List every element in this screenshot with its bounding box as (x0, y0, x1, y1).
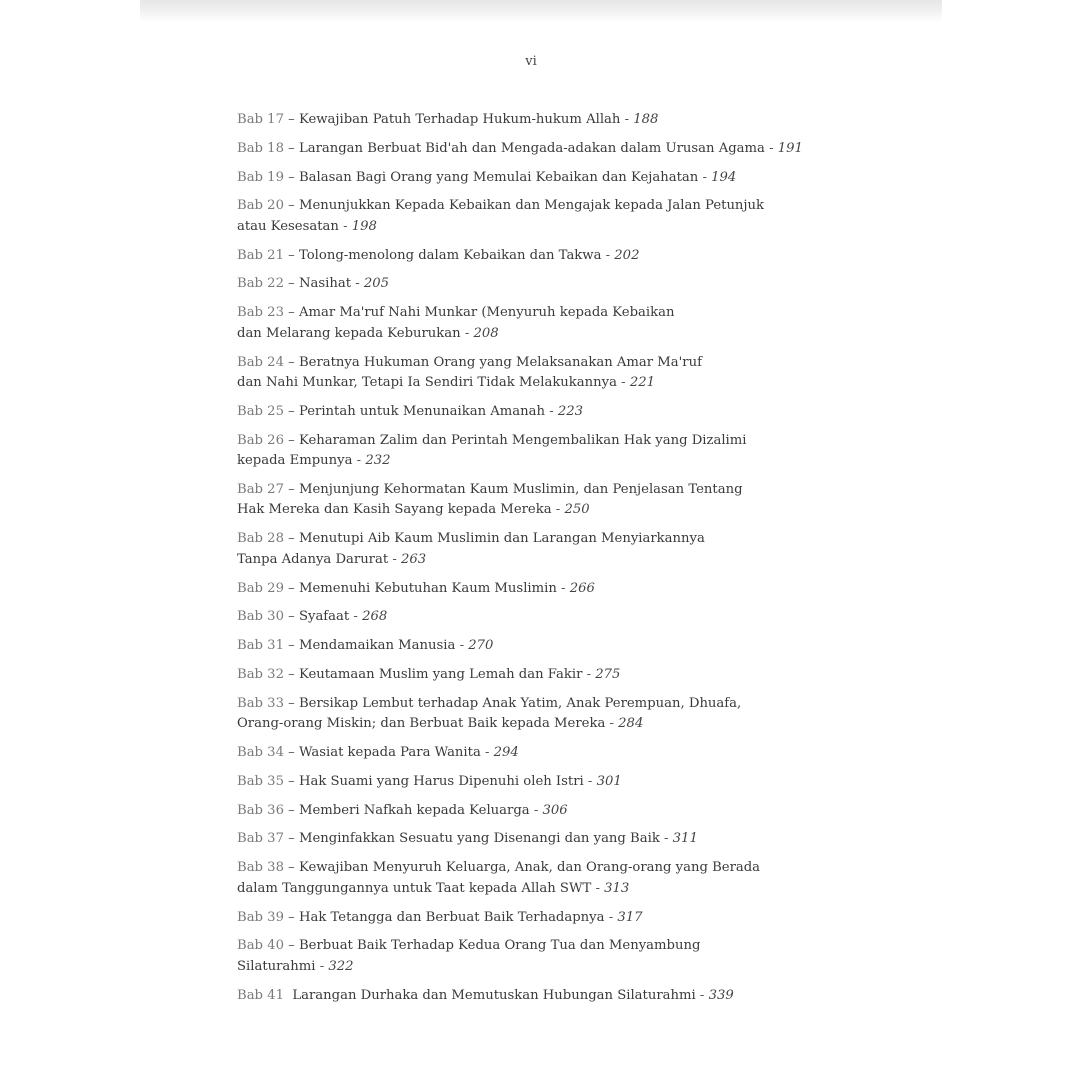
toc-entry-line (237, 480, 837, 501)
chapter-title: Tolong-menolong dalam Kebaikan dan Takwa (298, 247, 602, 263)
toc-entry-line (237, 217, 837, 238)
chapter-title: Tanpa Adanya Darurat (237, 551, 389, 567)
toc-entry (237, 579, 837, 600)
chapter-separator: – (283, 140, 299, 156)
page-separator: - (698, 169, 712, 185)
toc-entry-line (237, 772, 837, 793)
toc-entry-line (237, 908, 837, 929)
chapter-number: Bab 28 (237, 531, 284, 547)
toc-entry-line (237, 636, 837, 657)
page-separator: - (605, 716, 619, 732)
chapter-number: Bab 19 (237, 169, 284, 185)
chapter-number: Bab 25 (237, 403, 284, 419)
page-separator: - (659, 831, 673, 847)
toc-entry (237, 480, 837, 521)
chapter-title: Balasan Bagi Orang yang Memulai Kebaikan dan Kejahatan (298, 169, 699, 185)
page-reference: 198 (351, 218, 377, 234)
page-reference: 322 (328, 958, 354, 974)
chapter-title: Orang-orang Miskin; dan Berbuat Baik kepada Mereka (237, 716, 606, 732)
toc-entry-line (237, 936, 837, 957)
toc-entry (237, 353, 837, 394)
toc-entry (237, 110, 837, 131)
chapter-separator: – (283, 354, 299, 370)
chapter-separator: – (283, 531, 299, 547)
page-reference: 202 (614, 247, 640, 263)
toc-entry-line (237, 743, 837, 764)
chapter-separator: – (283, 403, 299, 419)
chapter-title: Mendamaikan Manusia (298, 638, 456, 654)
page-reference: 191 (777, 140, 803, 156)
chapter-separator: – (283, 909, 299, 925)
toc-entry (237, 529, 837, 570)
page-reference: 221 (629, 375, 655, 391)
page-separator: - (764, 140, 778, 156)
chapter-number: Bab 20 (237, 198, 284, 214)
page-separator: - (582, 666, 596, 682)
toc-entry-line (237, 353, 837, 374)
page-separator: - (591, 880, 605, 896)
toc-entry (237, 858, 837, 899)
toc-entry (237, 139, 837, 160)
chapter-separator: – (283, 695, 299, 711)
toc-entry-line (237, 303, 837, 324)
page-reference: 266 (569, 580, 595, 596)
toc-entry-line (237, 529, 837, 550)
chapter-separator: – (283, 580, 299, 596)
chapter-title: kepada Empunya (237, 453, 353, 469)
toc-entry-line (237, 402, 837, 423)
toc-entry-line (237, 550, 837, 571)
chapter-number: Bab 32 (237, 666, 284, 682)
toc-entry-line (237, 110, 837, 131)
chapter-separator: – (283, 666, 299, 682)
page-reference: 205 (363, 276, 390, 292)
toc-entry-line (237, 714, 837, 735)
toc-entry (237, 908, 837, 929)
page-separator: - (315, 958, 329, 974)
chapter-separator: – (283, 198, 299, 214)
chapter-title: Menjunjung Kehormatan Kaum Muslimin, dan Penjelasan Tentang (298, 481, 743, 497)
page-reference: 250 (564, 502, 590, 518)
toc-entry-line (237, 801, 837, 822)
page-separator: - (480, 745, 494, 761)
page-separator: - (338, 218, 352, 234)
page-separator: - (556, 580, 570, 596)
toc-entry-line (237, 986, 837, 1007)
chapter-number: Bab 30 (237, 609, 284, 625)
chapter-title: Memberi Nafkah kepada Keluarga (298, 802, 530, 818)
page-separator: - (604, 909, 618, 925)
page-separator: - (460, 325, 474, 341)
chapter-title: Perintah untuk Menunaikan Amanah (298, 403, 546, 419)
toc-entry (237, 431, 837, 472)
chapter-separator: – (283, 432, 299, 448)
chapter-separator: – (283, 860, 299, 876)
page-reference: 194 (711, 169, 737, 185)
chapter-number: Bab 31 (237, 638, 284, 654)
toc-entry-line (237, 694, 837, 715)
page-reference: 339 (708, 987, 734, 1003)
chapter-number: Bab 39 (237, 909, 284, 925)
page-reference: 270 (468, 638, 494, 654)
chapter-number: Bab 34 (237, 745, 284, 761)
chapter-separator: – (283, 831, 299, 847)
page-separator: - (551, 502, 565, 518)
toc-entry-line (237, 373, 837, 394)
chapter-separator: – (283, 481, 299, 497)
chapter-title: Hak Tetangga dan Berbuat Baik Terhadapnya (298, 909, 605, 925)
toc-entry-line (237, 324, 837, 345)
page-reference: 223 (557, 403, 584, 419)
page-reference: 263 (401, 551, 427, 567)
toc-entry (237, 196, 837, 237)
toc-entry-line (237, 500, 837, 521)
chapter-number: Bab 29 (237, 580, 284, 596)
chapter-number: Bab 17 (237, 112, 284, 127)
page-number: vi (525, 54, 537, 69)
chapter-separator: – (283, 802, 299, 818)
chapter-title: Menutupi Aib Kaum Muslimin dan Larangan Menyiarkannya (298, 531, 705, 547)
page-reference: 301 (596, 773, 622, 789)
chapter-separator: – (283, 938, 299, 954)
toc-entry (237, 743, 837, 764)
chapter-title: Wasiat kepada Para Wanita (298, 745, 481, 761)
chapter-separator: – (283, 305, 299, 321)
toc-entry (237, 168, 837, 189)
toc-entry (237, 801, 837, 822)
chapter-title: Hak Suami yang Harus Dipenuhi oleh Istri (298, 773, 584, 789)
page-separator: - (349, 609, 363, 625)
chapter-number: Bab 27 (237, 481, 284, 497)
toc-entry-line (237, 858, 837, 879)
chapter-number: Bab 18 (237, 140, 284, 156)
toc-entry (237, 665, 837, 686)
chapter-separator: – (283, 638, 299, 654)
page-separator: - (455, 638, 469, 654)
page-reference: 188 (633, 112, 659, 127)
chapter-title: Bersikap Lembut terhadap Anak Yatim, Anak Perempuan, Dhuafa, (298, 695, 742, 711)
chapter-title: dalam Tanggungannya untuk Taat kepada Allah SWT (237, 880, 592, 896)
toc-entry-line (237, 274, 837, 295)
toc-entry-line (237, 579, 837, 600)
page-separator: - (529, 802, 543, 818)
chapter-title: Nasihat (298, 276, 351, 292)
page-separator: - (695, 987, 709, 1003)
chapter-title: Memenuhi Kebutuhan Kaum Muslimin (298, 580, 557, 596)
toc-entry (237, 829, 837, 850)
chapter-title: Beratnya Hukuman Orang yang Melaksanakan Amar Ma'ruf (298, 354, 702, 370)
page-separator: - (351, 276, 364, 292)
chapter-title: atau Kesesatan (237, 218, 339, 234)
chapter-number: Bab 24 (237, 354, 284, 370)
toc-entry (237, 246, 837, 267)
page-separator: - (583, 773, 597, 789)
chapter-title: Larangan Durhaka dan Memutuskan Hubungan Silaturahmi (292, 987, 696, 1003)
page-reference: 275 (595, 666, 621, 682)
page-reference: 317 (617, 909, 643, 925)
page-top-shadow (140, 0, 942, 22)
page-separator: - (620, 112, 634, 127)
toc-entry-line (237, 607, 837, 628)
toc-entry (237, 274, 837, 295)
toc-entry (237, 402, 837, 423)
chapter-title: Silaturahmi (237, 958, 316, 974)
chapter-title: Larangan Berbuat Bid'ah dan Mengada-adakan dalam Urusan Agama (298, 140, 765, 156)
chapter-number: Bab 40 (237, 938, 284, 954)
chapter-number: Bab 37 (237, 831, 284, 847)
chapter-title: Keutamaan Muslim yang Lemah dan Fakir (298, 666, 583, 682)
chapter-title: Berbuat Baik Terhadap Kedua Orang Tua dan Menyambung (298, 938, 701, 954)
page-reference: 232 (365, 453, 391, 469)
chapter-separator: – (283, 112, 299, 127)
page-separator: - (352, 453, 366, 469)
toc-entry (237, 936, 837, 977)
chapter-number: Bab 21 (237, 247, 284, 263)
chapter-separator: – (283, 247, 299, 263)
chapter-title: Menunjukkan Kepada Kebaikan dan Mengajak kepada Jalan Petunjuk (298, 198, 764, 214)
toc-entry (237, 303, 837, 344)
chapter-title: dan Melarang kepada Keburukan (237, 325, 461, 341)
table-of-contents (237, 110, 837, 1014)
chapter-separator: – (283, 745, 299, 761)
toc-entry (237, 772, 837, 793)
page-reference: 294 (493, 745, 519, 761)
toc-entry-line (237, 139, 837, 160)
chapter-separator: – (283, 609, 299, 625)
chapter-title: Syafaat (298, 609, 350, 625)
page-reference: 208 (473, 325, 499, 341)
chapter-separator: – (283, 169, 299, 185)
chapter-title: Keharaman Zalim dan Perintah Mengembalikan Hak yang Dizalimi (298, 432, 747, 448)
toc-entry-line (237, 665, 837, 686)
page-reference: 268 (362, 609, 388, 625)
toc-entry (237, 607, 837, 628)
page-separator: - (616, 375, 630, 391)
toc-entry (237, 986, 837, 1007)
page-separator: - (601, 247, 615, 263)
toc-entry (237, 636, 837, 657)
chapter-number: Bab 36 (237, 802, 284, 818)
chapter-number: Bab 35 (237, 773, 284, 789)
chapter-number: Bab 22 (237, 276, 284, 292)
toc-entry-line (237, 829, 837, 850)
chapter-title: Menginfakkan Sesuatu yang Disenangi dan yang Baik (298, 831, 660, 847)
chapter-number: Bab 33 (237, 695, 284, 711)
chapter-title: Amar Ma'ruf Nahi Munkar (Menyuruh kepada Kebaikan (298, 305, 675, 321)
toc-entry-line (237, 451, 837, 472)
toc-entry-line (237, 196, 837, 217)
chapter-separator: – (283, 773, 299, 789)
page-reference: 313 (604, 880, 630, 896)
page-separator: - (545, 403, 558, 419)
toc-entry-line (237, 246, 837, 267)
toc-entry (237, 694, 837, 735)
chapter-number: Bab 26 (237, 432, 284, 448)
chapter-title: Kewajiban Menyuruh Keluarga, Anak, dan Orang-orang yang Berada (298, 860, 761, 876)
toc-entry-line (237, 431, 837, 452)
page-reference: 311 (672, 831, 698, 847)
chapter-title: Kewajiban Patuh Terhadap Hukum-hukum Allah (298, 112, 621, 127)
page-separator: - (388, 551, 401, 567)
chapter-number: Bab 38 (237, 860, 284, 876)
toc-entry-line (237, 879, 837, 900)
toc-entry-line (237, 957, 837, 978)
chapter-number: Bab 23 (237, 305, 284, 321)
toc-entry-line (237, 168, 837, 189)
page-reference: 306 (542, 802, 568, 818)
page-reference: 284 (618, 716, 644, 732)
chapter-title: Hak Mereka dan Kasih Sayang kepada Mereka (237, 502, 552, 518)
chapter-separator: – (283, 276, 299, 292)
chapter-number: Bab 41 (237, 987, 284, 1003)
chapter-title: dan Nahi Munkar, Tetapi Ia Sendiri Tidak Melakukannya (237, 375, 617, 391)
